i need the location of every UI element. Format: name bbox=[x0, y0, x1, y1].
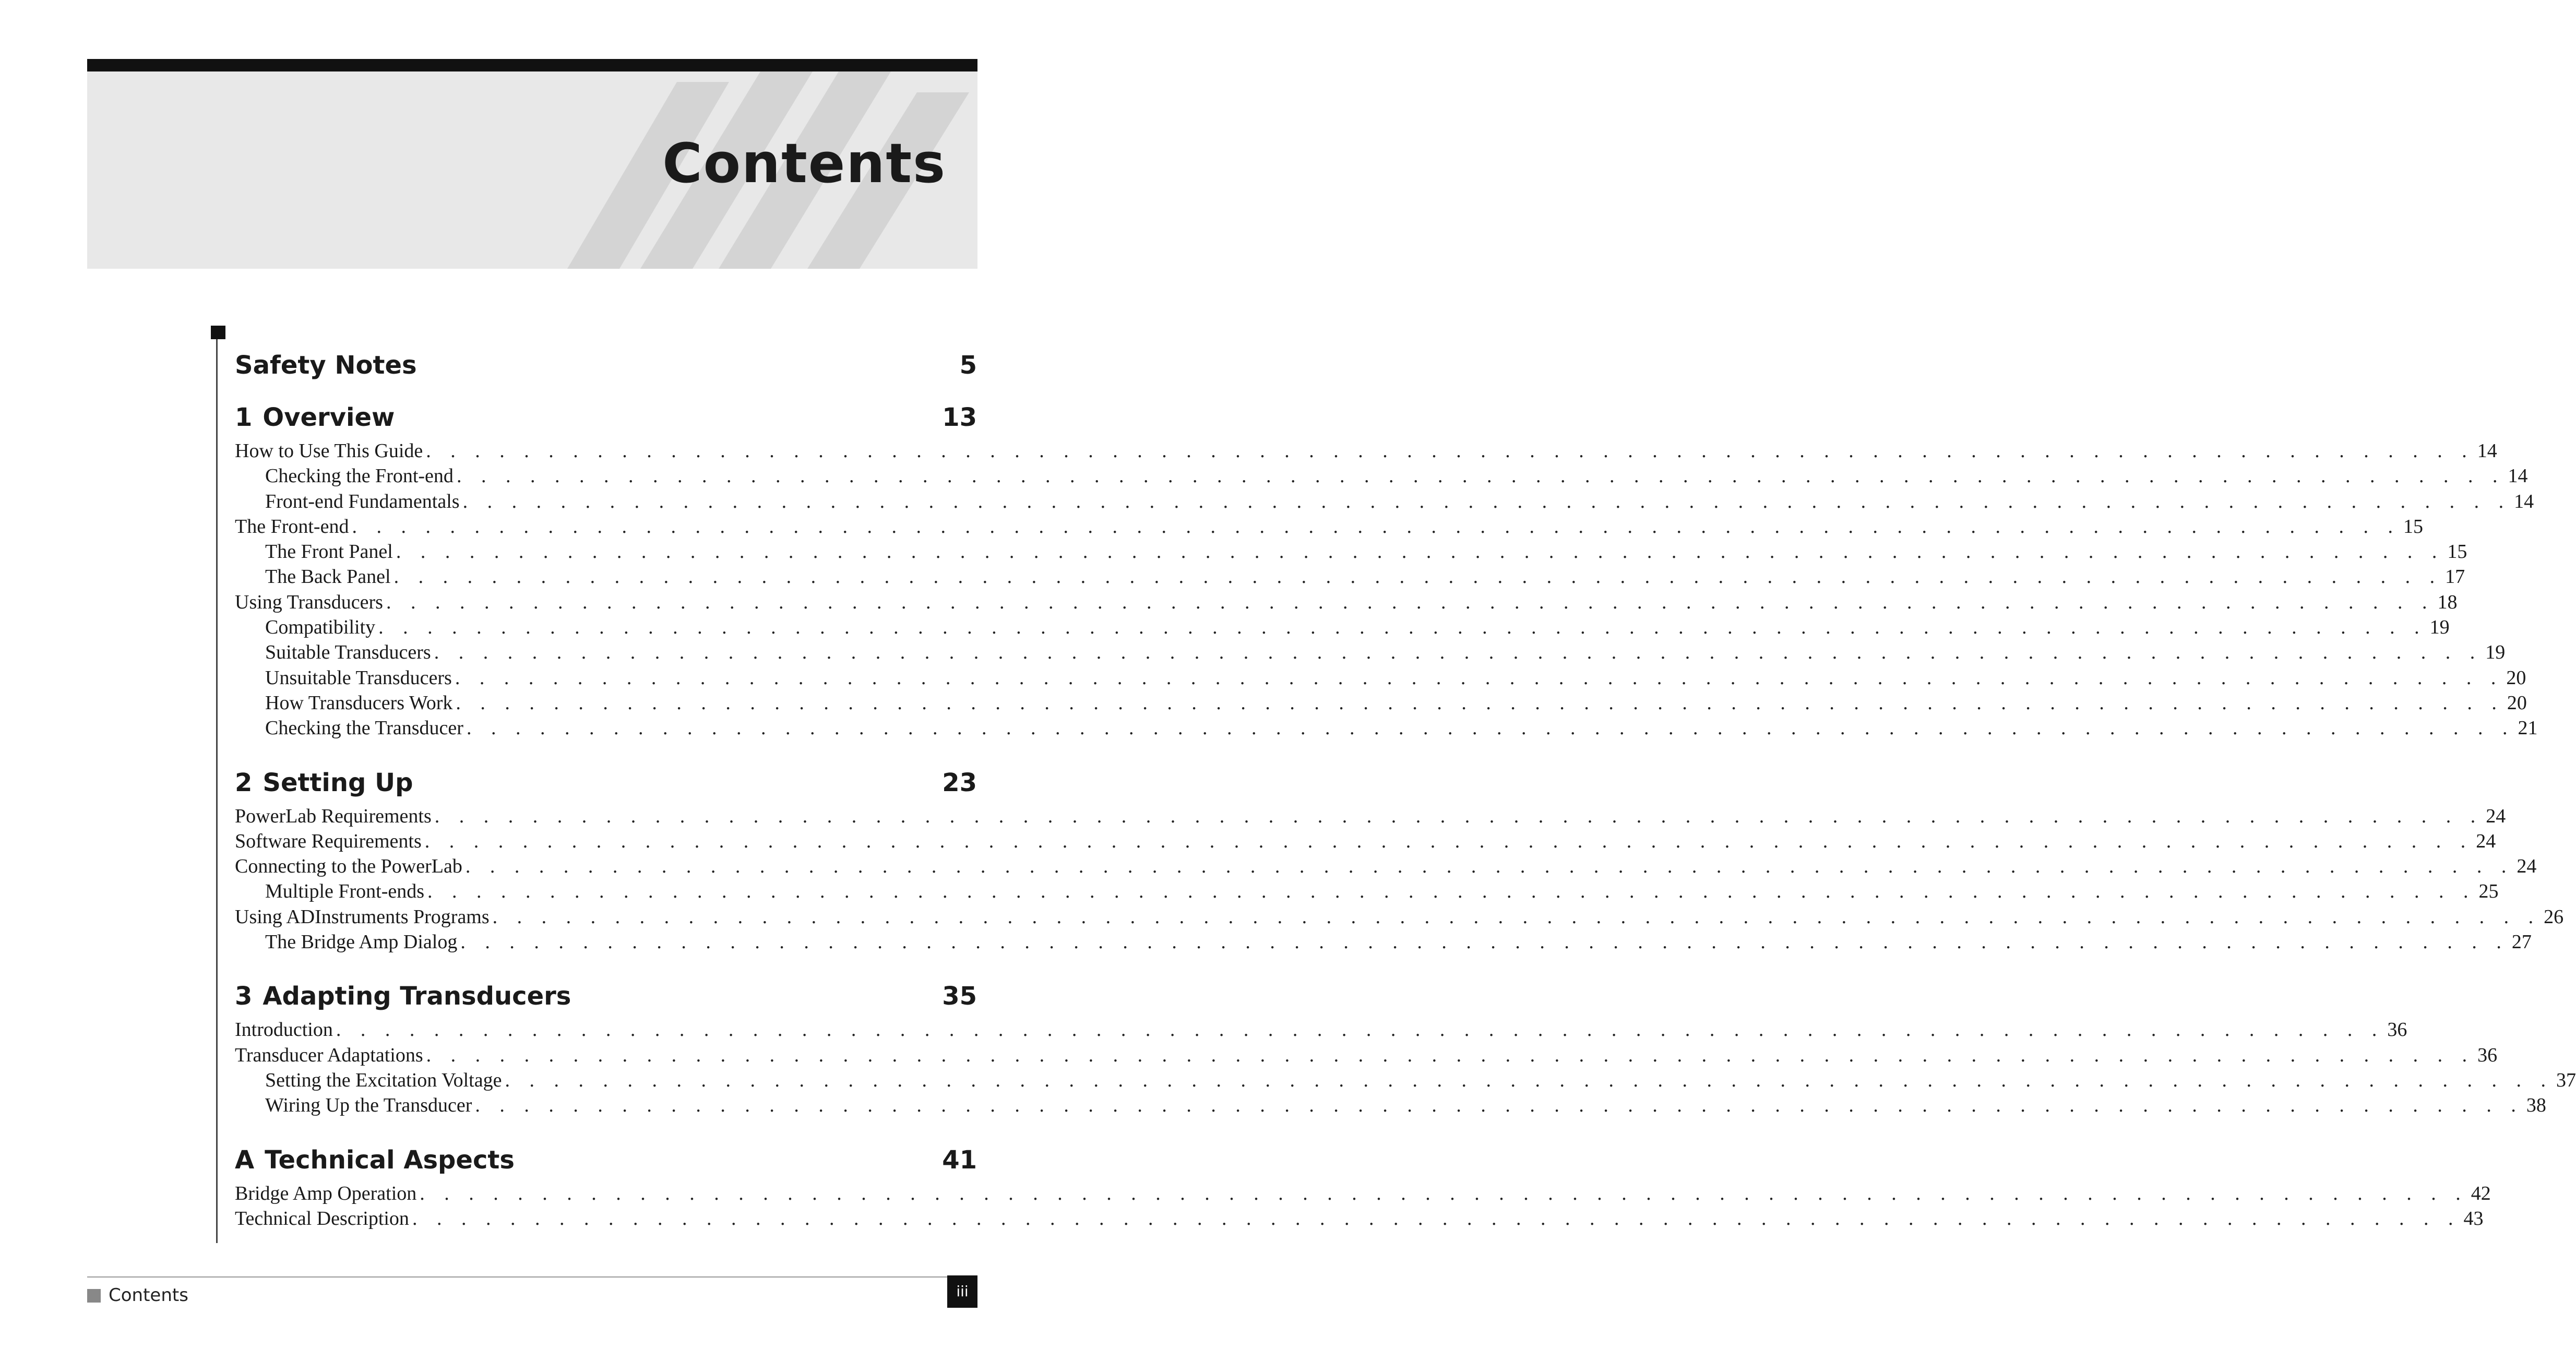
chapter-title: Setting Up bbox=[263, 768, 413, 797]
chapter-title: Technical Aspects bbox=[265, 1145, 515, 1175]
dot-leader: . . . . . . . . . . . . . . . . . . . . . . . . . . . . . . . . . . . . . . . . . . . . . . . . . . . . . . . . . . . . . . . . . . . . . . . . . . . . . . . . . . . . bbox=[462, 490, 2511, 512]
toc-entry-label: Software Requirements bbox=[235, 830, 422, 852]
toc-entry[interactable] bbox=[235, 489, 2534, 514]
toc-entry-label: PowerLab Requirements bbox=[235, 805, 432, 827]
chapter-title: Adapting Transducers bbox=[263, 982, 571, 1011]
toc-entry-label: Multiple Front-ends bbox=[265, 880, 425, 903]
toc-entry-page: 36 bbox=[2387, 1019, 2407, 1041]
toc-entry-page: 26 bbox=[2544, 905, 2564, 928]
chapter-heading[interactable] bbox=[235, 344, 977, 386]
chapter-title: Safety Notes bbox=[235, 351, 417, 380]
dot-leader: . . . . . . . . . . . . . . . . . . . . . . . . . . . . . . . . . . . . . . . . . . . . . . . . . . . . . . . . . . . . . . . . . . . . . . . . . . . . . . . . . . . . bbox=[475, 1094, 2523, 1117]
toc-entry-label: The Front Panel bbox=[265, 541, 393, 563]
toc-entry-page: 21 bbox=[2518, 717, 2538, 739]
toc-entry-label: How Transducers Work bbox=[265, 691, 453, 714]
chapter-number: A bbox=[235, 1145, 255, 1175]
title-banner bbox=[87, 71, 977, 269]
dot-leader: . . . . . . . . . . . . . . . . . . . . . . . . . . . . . . . . . . . . . . . . . . . . . . . . . . . . . . . . . . . . . . . . . . . . . . . . . . . . . . . . . . . . bbox=[396, 541, 2444, 563]
dot-leader: . . . . . . . . . . . . . . . . . . . . . . . . . . . . . . . . . . . . . . . . . . . . . . . . . . . . . . . . . . . . . . . . . . . . . . . . . . . . . . . . . . . . bbox=[386, 591, 2435, 613]
toc-entry-label: Bridge Amp Operation bbox=[235, 1182, 417, 1204]
dot-leader: . . . . . . . . . . . . . . . . . . . . . . . . . . . . . . . . . . . . . . . . . . . . . . . . . . . . . . . . . . . . . . . . . . . . . . . . . . . . . . . . . . . . bbox=[455, 666, 2503, 689]
toc-entry[interactable] bbox=[235, 1181, 2491, 1206]
toc-entry-label: Unsuitable Transducers bbox=[265, 666, 452, 689]
toc-entry-label: Transducer Adaptations bbox=[235, 1044, 423, 1066]
chapter-title: Overview bbox=[263, 403, 395, 432]
dot-leader: . . . . . . . . . . . . . . . . . . . . . . . . . . . . . . . . . . . . . . . . . . . . . . . . . . . . . . . . . . . . . . . . . . . . . . . . . . . . . . . . . . . . bbox=[427, 880, 2476, 903]
toc-entry-page: 14 bbox=[2508, 465, 2528, 487]
toc-entry-label: Connecting to the PowerLab bbox=[235, 855, 462, 878]
toc-entry-label: Using ADInstruments Programs bbox=[235, 905, 490, 928]
dot-leader: . . . . . . . . . . . . . . . . . . . . . . . . . . . . . . . . . . . . . . . . . . . . . . . . . . . . . . . . . . . . . . . . . . . . . . . . . . . . . . . . . . . . bbox=[460, 931, 2509, 953]
toc-entry[interactable] bbox=[235, 1017, 2407, 1042]
dot-leader: . . . . . . . . . . . . . . . . . . . . . . . . . . . . . . . . . . . . . . . . . . . . . . . . . . . . . . . . . . . . . . . . . . . . . . . . . . . . . . . . . . . . bbox=[465, 855, 2514, 878]
toc-entry-page: 17 bbox=[2445, 566, 2465, 588]
dot-leader: . . . . . . . . . . . . . . . . . . . . . . . . . . . . . . . . . . . . . . . . . . . . . . . . . . . . . . . . . . . . . . . . . . . . . . . . . . . . . . . . . . . . bbox=[456, 465, 2505, 487]
toc-entry-page: 43 bbox=[2463, 1207, 2484, 1229]
chapter-heading[interactable] bbox=[235, 975, 977, 1017]
dot-leader: . . . . . . . . . . . . . . . . . . . . . . . . . . . . . . . . . . . . . . . . . . . . . . . . . . . . . . . . . . . . . . . . . . . . . . . . . . . . . . . . . . . . bbox=[492, 905, 2541, 928]
toc-entry-page: 14 bbox=[2477, 440, 2497, 462]
toc-chapter bbox=[235, 1139, 2491, 1232]
chapter-page: 41 bbox=[942, 1145, 977, 1175]
toc-entry[interactable] bbox=[235, 590, 2458, 615]
toc-entry-label: The Bridge Amp Dialog bbox=[265, 931, 458, 953]
toc-entry-page: 37 bbox=[2556, 1069, 2576, 1091]
toc-entry-page: 20 bbox=[2507, 691, 2527, 714]
toc-entry-page: 20 bbox=[2506, 666, 2526, 689]
dot-leader: . . . . . . . . . . . . . . . . . . . . . . . . . . . . . . . . . . . . . . . . . . . . . . . . . . . . . . . . . . . . . . . . . . . . . . . . . . . . . . . . . . . . bbox=[505, 1069, 2553, 1091]
toc-entry-label: How to Use This Guide bbox=[235, 440, 423, 462]
dot-leader: . . . . . . . . . . . . . . . . . . . . . . . . . . . . . . . . . . . . . . . . . . . . . . . . . . . . . . . . . . . . . . . . . . . . . . . . . . . . . . . . . . . . bbox=[456, 691, 2504, 714]
header-rule bbox=[87, 59, 977, 71]
dot-leader: . . . . . . . . . . . . . . . . . . . . . . . . . . . . . . . . . . . . . . . . . . . . . . . . . . . . . . . . . . . . . . . . . . . . . . . . . . . . . . . . . . . . bbox=[336, 1019, 2384, 1041]
toc-entry-page: 24 bbox=[2517, 855, 2537, 878]
chapter-heading[interactable] bbox=[235, 1139, 977, 1181]
toc-entry-page: 15 bbox=[2403, 515, 2423, 538]
toc-marker bbox=[211, 326, 225, 339]
footer-rule bbox=[87, 1276, 977, 1278]
toc-entry-label: Checking the Front-end bbox=[265, 465, 454, 487]
toc-entry[interactable] bbox=[235, 804, 2506, 829]
dot-leader: . . . . . . . . . . . . . . . . . . . . . . . . . . . . . . . . . . . . . . . . . . . . . . . . . . . . . . . . . . . . . . . . . . . . . . . . . . . . . . . . . . . . bbox=[420, 1182, 2468, 1204]
toc-entry[interactable] bbox=[235, 829, 2496, 854]
page-number: iii bbox=[947, 1275, 977, 1308]
toc-entry[interactable] bbox=[235, 615, 2450, 640]
toc-entry[interactable] bbox=[235, 854, 2537, 879]
dot-leader: . . . . . . . . . . . . . . . . . . . . . . . . . . . . . . . . . . . . . . . . . . . . . . . . . . . . . . . . . . . . . . . . . . . . . . . . . . . . . . . . . . . . bbox=[393, 566, 2442, 588]
footer-section-label: Contents bbox=[109, 1285, 188, 1306]
toc-entry[interactable] bbox=[235, 904, 2564, 929]
toc-entry[interactable] bbox=[235, 929, 2532, 954]
dot-leader: . . . . . . . . . . . . . . . . . . . . . . . . . . . . . . . . . . . . . . . . . . . . . . . . . . . . . . . . . . . . . . . . . . . . . . . . . . . . . . . . . . . . bbox=[426, 440, 2474, 462]
dot-leader: . . . . . . . . . . . . . . . . . . . . . . . . . . . . . . . . . . . . . . . . . . . . . . . . . . . . . . . . . . . . . . . . . . . . . . . . . . . . . . . . . . . . bbox=[434, 805, 2483, 827]
chapter-number: 2 bbox=[235, 768, 253, 797]
table-of-contents bbox=[235, 344, 2576, 1252]
toc-entry-page: 19 bbox=[2485, 641, 2506, 664]
toc-entry-page: 15 bbox=[2447, 541, 2467, 563]
toc-entry[interactable] bbox=[235, 715, 2538, 741]
dot-leader: . . . . . . . . . . . . . . . . . . . . . . . . . . . . . . . . . . . . . . . . . . . . . . . . . . . . . . . . . . . . . . . . . . . . . . . . . . . . . . . . . . . . bbox=[352, 515, 2400, 538]
toc-entry-page: 36 bbox=[2477, 1044, 2498, 1066]
toc-entry[interactable] bbox=[235, 514, 2423, 539]
toc-entry-page: 24 bbox=[2476, 830, 2496, 852]
dot-leader: . . . . . . . . . . . . . . . . . . . . . . . . . . . . . . . . . . . . . . . . . . . . . . . . . . . . . . . . . . . . . . . . . . . . . . . . . . . . . . . . . . . . bbox=[412, 1207, 2461, 1229]
toc-entry-page: 19 bbox=[2429, 616, 2450, 639]
toc-entry-label: Introduction bbox=[235, 1019, 333, 1041]
chapter-number: 1 bbox=[235, 403, 253, 432]
toc-chapter bbox=[235, 344, 977, 386]
dot-leader: . . . . . . . . . . . . . . . . . . . . . . . . . . . . . . . . . . . . . . . . . . . . . . . . . . . . . . . . . . . . . . . . . . . . . . . . . . . . . . . . . . . . bbox=[424, 830, 2473, 852]
toc-entry-label: Using Transducers bbox=[235, 591, 383, 613]
toc-entry-label: Setting the Excitation Voltage bbox=[265, 1069, 502, 1091]
toc-entry[interactable] bbox=[235, 1206, 2484, 1231]
dot-leader: . . . . . . . . . . . . . . . . . . . . . . . . . . . . . . . . . . . . . . . . . . . . . . . . . . . . . . . . . . . . . . . . . . . . . . . . . . . . . . . . . . . . bbox=[434, 641, 2483, 664]
toc-entry[interactable] bbox=[235, 690, 2527, 715]
toc-entry-label: Checking the Transducer bbox=[265, 717, 463, 739]
toc-chapter bbox=[235, 975, 2576, 1118]
toc-entry[interactable] bbox=[235, 1068, 2576, 1093]
toc-entry-page: 27 bbox=[2511, 931, 2532, 953]
toc-entry-page: 14 bbox=[2514, 490, 2534, 512]
dot-leader: . . . . . . . . . . . . . . . . . . . . . . . . . . . . . . . . . . . . . . . . . . . . . . . . . . . . . . . . . . . . . . . . . . . . . . . . . . . . . . . . . . . . bbox=[466, 717, 2515, 739]
toc-vertical-rule bbox=[216, 339, 218, 1243]
toc-entry-page: 38 bbox=[2526, 1094, 2546, 1117]
chapter-page: 35 bbox=[942, 982, 977, 1011]
toc-entry[interactable] bbox=[235, 879, 2499, 904]
toc-entry-label: Front-end Fundamentals bbox=[265, 490, 460, 512]
toc-entry-label: Suitable Transducers bbox=[265, 641, 431, 664]
toc-entry-label: Compatibility bbox=[265, 616, 376, 639]
dot-leader: . . . . . . . . . . . . . . . . . . . . . . . . . . . . . . . . . . . . . . . . . . . . . . . . . . . . . . . . . . . . . . . . . . . . . . . . . . . . . . . . . . . . bbox=[378, 616, 2427, 639]
toc-entry[interactable] bbox=[235, 1043, 2498, 1068]
toc-entry-page: 18 bbox=[2437, 591, 2458, 613]
toc-entry-label: The Back Panel bbox=[265, 566, 391, 588]
toc-entry-page: 24 bbox=[2486, 805, 2506, 827]
chapter-page: 13 bbox=[942, 403, 977, 432]
chapter-number: 3 bbox=[235, 982, 253, 1011]
toc-entry[interactable] bbox=[235, 539, 2467, 564]
toc-entry[interactable] bbox=[235, 665, 2526, 690]
toc-entry[interactable] bbox=[235, 1093, 2546, 1118]
toc-entry-page: 42 bbox=[2471, 1182, 2491, 1204]
toc-chapter bbox=[235, 762, 2564, 955]
dot-leader: . . . . . . . . . . . . . . . . . . . . . . . . . . . . . . . . . . . . . . . . . . . . . . . . . . . . . . . . . . . . . . . . . . . . . . . . . . . . . . . . . . . . bbox=[426, 1044, 2475, 1066]
toc-entry-label: Wiring Up the Transducer bbox=[265, 1094, 472, 1117]
footer-square-icon bbox=[87, 1289, 101, 1303]
toc-entry[interactable] bbox=[235, 438, 2497, 463]
page-title: Contents bbox=[662, 132, 946, 195]
chapter-page: 5 bbox=[959, 351, 977, 380]
toc-chapter bbox=[235, 397, 2538, 741]
toc-entry[interactable] bbox=[235, 564, 2465, 589]
toc-entry-label: Technical Description bbox=[235, 1207, 409, 1229]
chapter-page: 23 bbox=[942, 768, 977, 797]
toc-entry-page: 25 bbox=[2478, 880, 2499, 903]
toc-entry[interactable] bbox=[235, 640, 2506, 665]
chapter-heading[interactable] bbox=[235, 762, 977, 804]
toc-entry-label: The Front-end bbox=[235, 515, 349, 538]
toc-entry[interactable] bbox=[235, 463, 2528, 488]
chapter-heading[interactable] bbox=[235, 397, 977, 438]
